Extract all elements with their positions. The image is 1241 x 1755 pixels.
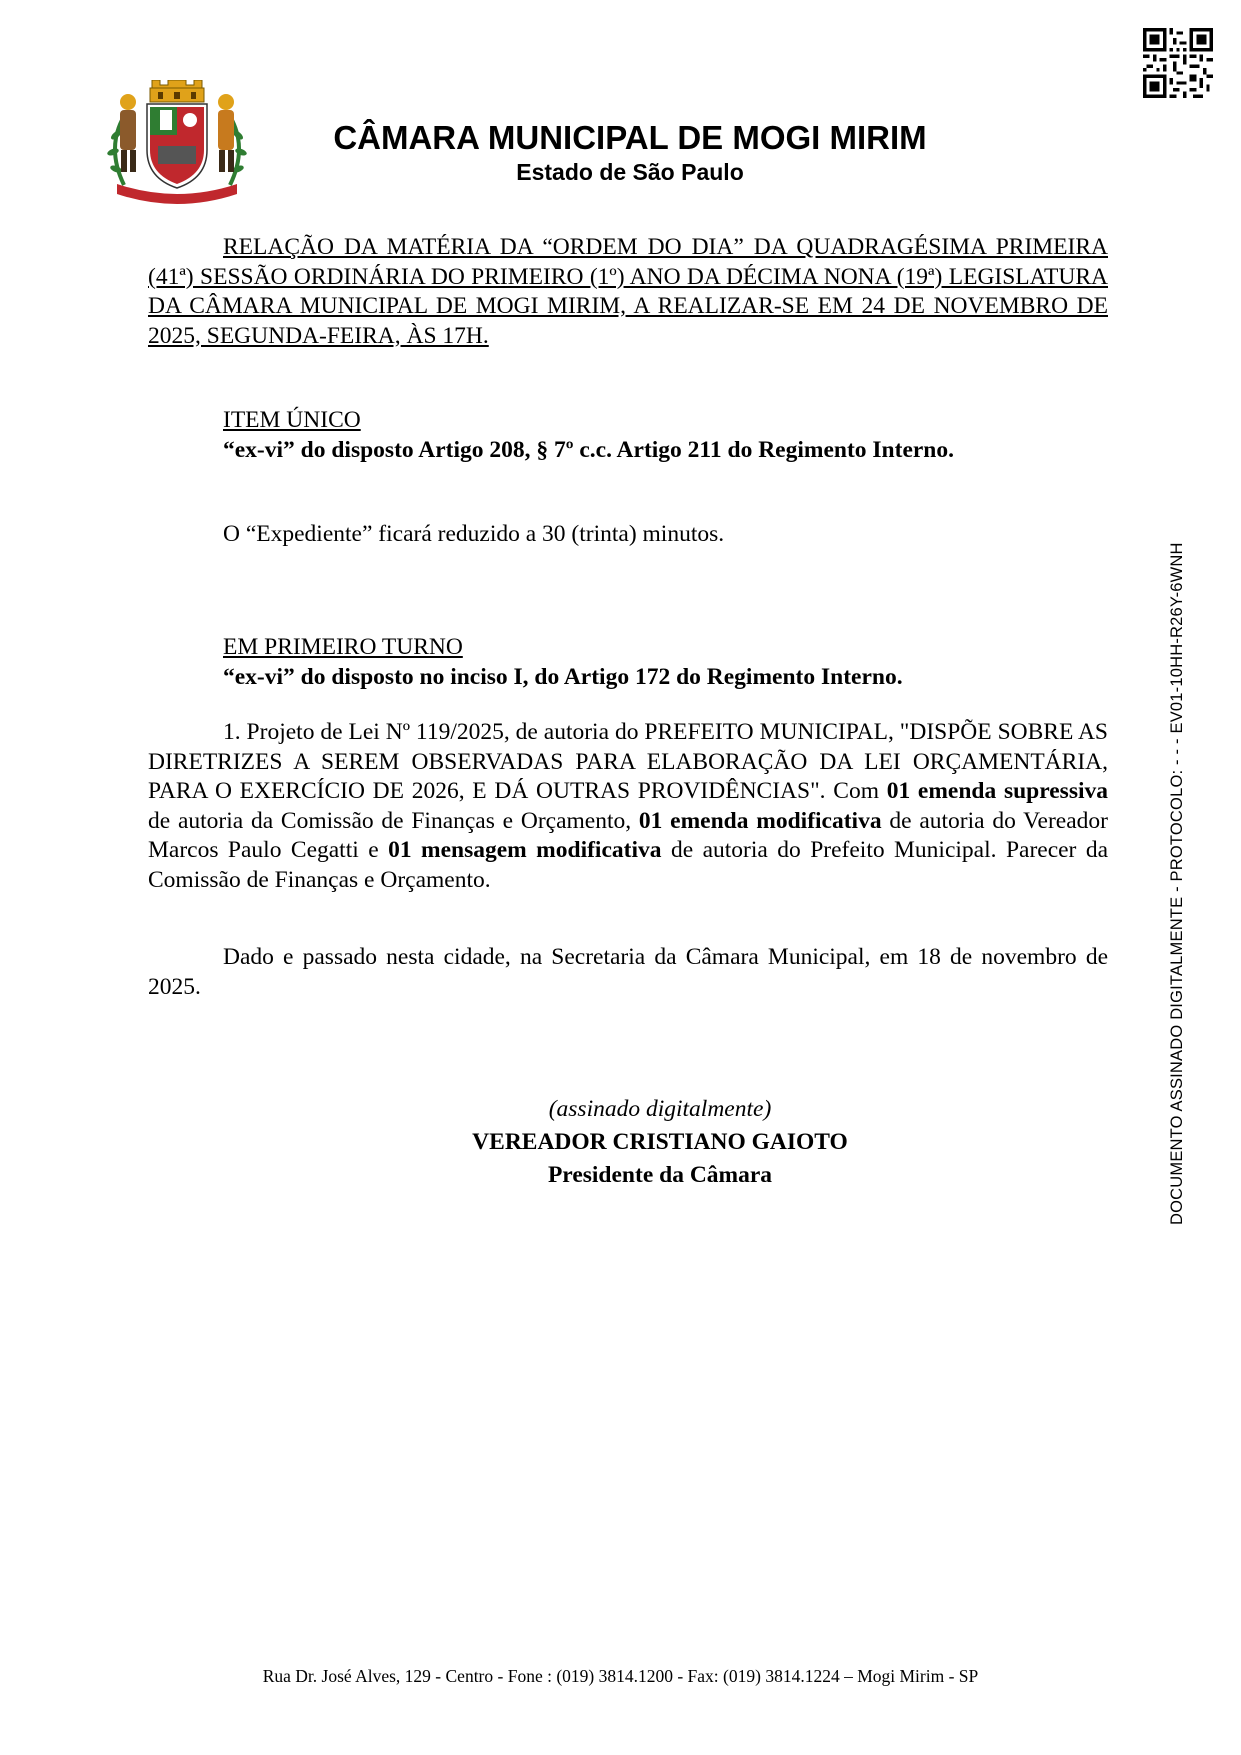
qr-code-icon[interactable] [1143, 28, 1213, 98]
item-1-bold-b: 01 emenda modificativa [638, 807, 882, 834]
digital-signature-stamp: DOCUMENTO ASSINADO DIGITALMENTE - PROTOCOLO: - - - EV01-10HH-R26Y-6WNH [1168, 542, 1186, 1225]
item-unico-reference: “ex-vi” do disposto Artigo 208, § 7º c.c. Artigo 211 do Regimento Interno. [223, 436, 955, 463]
item-1-bold-a: 01 emenda supressiva [886, 778, 1108, 804]
primeiro-turno-section [148, 633, 1183, 692]
org-name: CÂMARA MUNICIPAL DE MOGI MIRIM [333, 119, 927, 156]
primeiro-turno-reference: “ex-vi” do disposto no inciso I, do Artigo 172 do Regimento Interno. [223, 663, 903, 690]
closing-paragraph: Dado e passado nesta cidade, na Secretaria da Câmara Municipal, em 18 de novembro de 2025. [148, 944, 1108, 1000]
item-1-text-c: de autoria do Vereador Marcos Paulo Cegatti e [148, 807, 1108, 863]
footer-address: Rua Dr. José Alves, 129 - Centro - Fone : (019) 3814.1200 - Fax: (019) 3814.1224 – Mogi Mirim - SP [262, 1666, 979, 1686]
signer-name: VEREADOR CRISTIANO GAIOTO [472, 1129, 848, 1155]
item-1-text-a: 1. Projeto de Lei Nº 119/2025, de autoria do PREFEITO MUNICIPAL, "DISPÕE SOBRE AS DIRETRIZES A SEREM OBSERVADAS PARA ELABORAÇÃO DA LEI ORÇAMENTÁRIA, PARA O EXERCÍCIO DE 2026, E DÁ OUTRAS PROVIDÊNCIAS". Com [148, 719, 1108, 804]
expediente-note: O “Expediente” ficará reduzido a 30 (trinta) minutos. [223, 521, 725, 547]
signer-title: Presidente da Câmara [547, 1162, 773, 1188]
state-name: Estado de São Paulo [516, 159, 744, 185]
item-1-text-b: de autoria da Comissão de Finanças e Orçamento, [148, 807, 639, 834]
item-1-paragraph [148, 718, 1108, 895]
item-1-bold-c: 01 mensagem modificativa [388, 837, 662, 863]
item-unico-section [148, 406, 1183, 465]
intro-paragraph: RELAÇÃO DA MATÉRIA DA “ORDEM DO DIA” DA QUADRAGÉSIMA PRIMEIRA (41ª) SESSÃO ORDINÁRIA DO PRIMEIRO (1º) ANO DA DÉCIMA NONA (19ª) LEGISLATURA DA CÂMARA MUNICIPAL DE MOGI MIRIM, A REALIZAR-SE EM 24 DE NOVEMBRO DE 2025, SEGUNDA-FEIRA, ÀS 17H. [148, 234, 1108, 349]
signature-block [360, 1093, 960, 1192]
signature-note: (assinado digitalmente) [548, 1096, 772, 1122]
primeiro-turno-heading: EM PRIMEIRO TURNO [223, 634, 463, 660]
item-1-text-d: de autoria do Prefeito Municipal. Parecer da Comissão de Finanças e Orçamento. [148, 837, 1109, 893]
item-unico-heading: ITEM ÚNICO [223, 407, 361, 433]
